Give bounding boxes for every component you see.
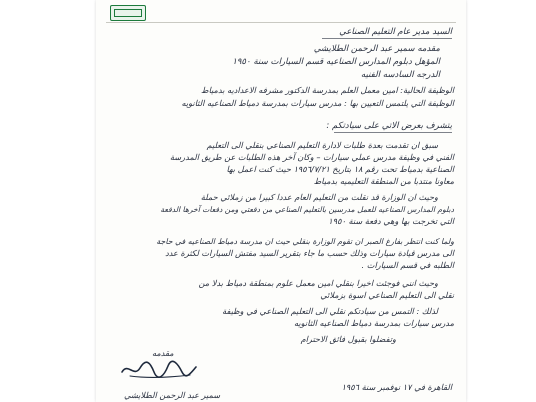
body-line-6: دبلوم المدارس الصناعيه للعمل مدرسين بالتعليم الصناعي من دفعتي ومن دفعات آخرها الدفعة bbox=[160, 205, 454, 214]
current-job-line: الوظيفة الحالية: امين معمل العلم بمدرسة الدكتور مشرفه الاعداديه بدمياط bbox=[201, 85, 454, 95]
body-line-10: الطلبه في قسم السيارات . bbox=[361, 260, 454, 270]
presentation-line: يتشرف بعرض الاتي على سيادتكم : bbox=[326, 121, 452, 131]
request-line-1: لذلك : التمس من سيادتكم نقلي الى التعليم الصناعي في وظيفة bbox=[222, 306, 438, 316]
body-line-3: الصناعية بدمياط تحت رقم ١٨ بتاريخ ١٩٥٦/٧/٢١ حيث كنت اعمل بها bbox=[226, 164, 454, 174]
body-line-8: ولما كنت انتظر بفارغ الصبر ان تقوم الوزارة بنقلي حيث ان مدرسة دمياط الصناعيه في حاجة bbox=[156, 237, 454, 246]
qualification-line: المؤهل دبلوم المدارس الصناعيه قسم السيارات سنة ١٩٥٠ bbox=[232, 57, 440, 67]
body-line-4: معاونا منتدبا من المنطقة التعليميه بدمياط bbox=[313, 176, 454, 186]
body-line-9: الى مدرس قيادة سيارات وذلك حسب ما جاء بتقرير السيد مفتش السيارات لكثرة عدد bbox=[165, 248, 454, 258]
body-line-5: وحيث ان الوزارة قد نقلت من التعليم العام عددا كبيرا من زملائي حملة bbox=[200, 192, 438, 202]
date-line: القاهرة في ١٧ نوفمبر سنة ١٩٥٦ bbox=[341, 382, 452, 392]
letter-page bbox=[96, 0, 466, 402]
handwritten-signature bbox=[120, 358, 198, 380]
request-line-2: مدرس سيارات بمدرسة دمياط الصناعيه الثانويه bbox=[294, 318, 454, 328]
body-line-1: سبق ان تقدمت بعدة طلبات لادارة التعليم الصناعي بنقلي الى التعليم bbox=[206, 140, 438, 150]
addressee-line: السيد مدير عام التعليم الصناعي bbox=[339, 27, 452, 37]
printed-name-line: سمير عبد الرحمن الطلايشي bbox=[124, 390, 221, 400]
body-line-7: التي تخرجت بها وهي دفعة سنة ١٩٥٠ bbox=[328, 216, 454, 226]
top-divider bbox=[106, 22, 456, 23]
grade-line: الدرجه السادسه الفنيه bbox=[360, 70, 440, 80]
addressee-underline bbox=[322, 38, 452, 39]
applicant-name-line: مقدمه سمير عبد الرحمن الطلايشي bbox=[313, 44, 440, 54]
signatory-label: مقدمه bbox=[152, 348, 174, 358]
letterhead-stamp bbox=[110, 5, 146, 21]
closing-line: وتفضلوا بقبول فائق الاحترام bbox=[300, 334, 396, 344]
requested-job-line: الوظيفة التي يلتمس التعيين بها : مدرس سيارات بمدرسة دمياط الصناعيه الثانويه bbox=[181, 98, 454, 108]
body-line-11: وحيث انني فوجئت اخيرا بنقلي امين معمل علوم بمنطقة دمياط بدلا من bbox=[198, 278, 438, 288]
body-line-12: نقلي الى التعليم الصناعي اسوة بزملائي bbox=[320, 290, 454, 300]
presentation-underline bbox=[334, 132, 452, 133]
body-line-2: الفني في وظيفة مدرس عملي سيارات – وكان آخر هذه الطلبات عن طريق المدرسة bbox=[169, 152, 454, 162]
